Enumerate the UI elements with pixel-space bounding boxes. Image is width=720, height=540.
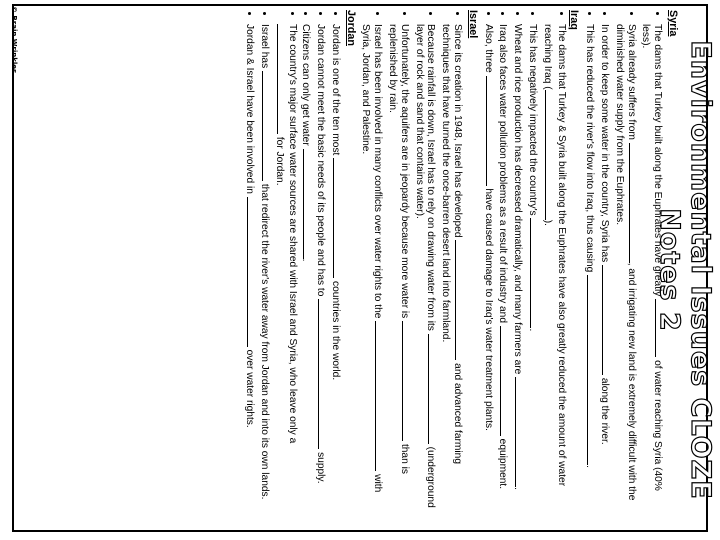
fill-in-blank[interactable] (402, 321, 412, 441)
fill-in-blank[interactable] (318, 299, 328, 449)
page-title: Environmental Issues CLOZE Notes 2 (654, 40, 716, 500)
copyright-notice: © Brain Wrinkles (10, 6, 18, 74)
fill-in-blank[interactable] (303, 149, 313, 259)
section-list-iraq (482, 10, 567, 510)
fill-in-blank[interactable] (629, 143, 639, 263)
section-heading-jordan: Jordan (344, 10, 357, 46)
list-item: • The country's major surface water sources are shared with Israel and Syria, who leave only a for Jordan. (273, 24, 299, 510)
list-item: • Citizens can only get water . (299, 24, 313, 510)
list-item: • The dams that Turkey & Syria built along the Euphrates have also greatly reduced the amount of water reaching Iraq (). (541, 24, 567, 510)
fill-in-blank[interactable] (486, 76, 496, 186)
fill-in-blank[interactable] (428, 334, 438, 444)
list-item: • In order to keep some water in the country, Syria has along the river. (598, 24, 612, 510)
fill-in-blank[interactable] (277, 24, 287, 134)
list-item: • Jordan is one of the ten most countries in the world. (329, 24, 343, 510)
fill-in-blank[interactable] (655, 299, 665, 357)
fill-in-blank[interactable] (500, 326, 510, 436)
list-item: • Israel has been involved in many conflicts over water rights to the with Syria, Jordan, and Palestine. (360, 24, 386, 510)
list-item: • Because rainfall is down, Israel has to rely on drawing water from its (underground layer of rock and sand that contains water). (413, 24, 439, 510)
section-list-jordan (243, 10, 343, 510)
list-item: • Jordan & Israel have been involved in over water rights. (243, 24, 257, 510)
fill-in-blank[interactable] (375, 321, 385, 471)
section-list-israel (360, 10, 465, 510)
list-item: • Syria already suffers from , and irrigating new land is extremely difficult with the diminished water supply from the Euphrates. (613, 24, 639, 510)
fill-in-blank[interactable] (545, 90, 555, 220)
fill-in-blank[interactable] (530, 218, 540, 328)
section-heading-israel: Israel (466, 10, 479, 39)
fill-in-blank[interactable] (455, 240, 465, 360)
fill-in-blank[interactable] (602, 265, 612, 375)
list-item: • This has negatively impacted the country's . (526, 24, 540, 510)
list-item: • Unfortunately, the aquifers are in jeopardy because more water is than is replenished by rain. (386, 24, 412, 510)
section-list-syria (583, 10, 665, 510)
list-item: • Wheat and rice production has decreased dramatically, and many farmers are . (511, 24, 525, 510)
list-item: • Israel has that redirect the river's water away from Jordan and into its own lands. (258, 24, 272, 510)
list-item: • This has reduced the river's flow into Iraq, thus causing . (583, 24, 597, 510)
section-heading-syria: Syria (667, 10, 679, 37)
list-item: • Iraq also faces water pollution problems as a result of industry and equipment. (497, 24, 511, 510)
list-item: • Also, three have caused damage to Iraq's water treatment plants. (482, 24, 496, 510)
list-item: • Jordan cannot meet the basic needs of its people and has to supply. (314, 24, 328, 510)
fill-in-blank[interactable] (587, 275, 597, 465)
fill-in-blank[interactable] (333, 158, 343, 278)
section-heading-iraq: Iraq (568, 10, 581, 30)
fill-in-blank[interactable] (247, 197, 257, 347)
notes-content (239, 10, 680, 510)
list-item: • The dams that Turkey built along the Euphrates have greatly of water reaching Syria (40% less). (640, 24, 666, 510)
fill-in-blank[interactable] (515, 377, 525, 487)
list-item: • Since its creation in 1948, Israel has developed and advanced farming techniques that have turned the once-barren desert land into farmland. (439, 24, 465, 510)
fill-in-blank[interactable] (262, 71, 272, 181)
